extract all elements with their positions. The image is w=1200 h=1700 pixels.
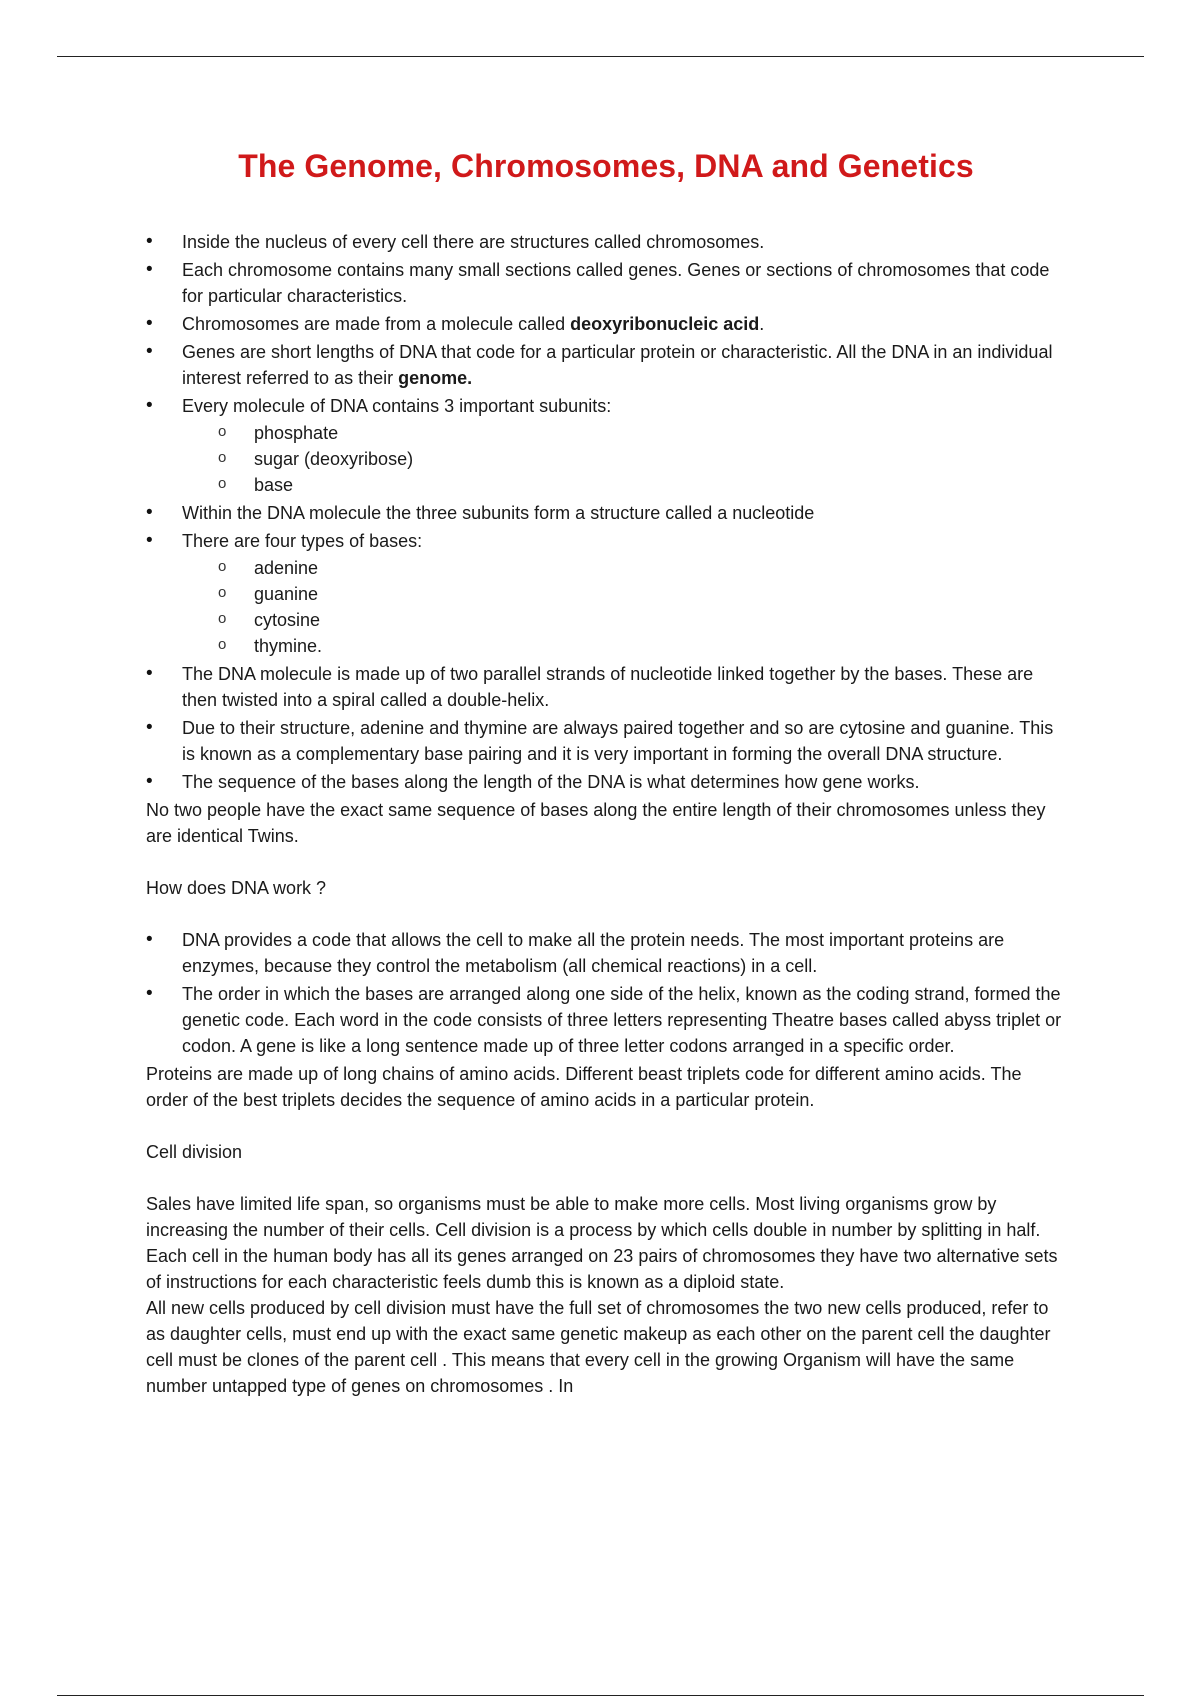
bullet-list-dna — [146, 229, 1066, 795]
sub-list-item: o cytosine — [182, 607, 1066, 633]
subunit-list — [182, 420, 1066, 498]
sub-list-item: o adenine — [182, 555, 1066, 581]
paragraph: Sales have limited life span, so organisms must be able to make more cells. Most living organisms grow by increasing the number of their cells. Cell division is a process by which cells double in number by splitting in half. — [146, 1194, 1041, 1240]
list-item: • Every molecule of DNA contains 3 important subunits: o phosphate o sugar (deoxyribose) o base — [146, 393, 1066, 498]
list-item: • The DNA molecule is made up of two parallel strands of nucleotide linked together by the bases. These are then twisted into a spiral called a double-helix. — [146, 661, 1066, 713]
top-rule — [57, 56, 1144, 57]
section-heading: Cell division — [146, 1142, 243, 1162]
list-item: • Due to their structure, adenine and thymine are always paired together and so are cytosine and guanine. This is known as a complementary base pairing and it is very important in forming the overall DNA structure. — [146, 715, 1066, 767]
sub-list-item: o sugar (deoxyribose) — [182, 446, 1066, 472]
list-item: • Inside the nucleus of every cell there are structures called chromosomes. — [146, 229, 1066, 255]
paragraph: Proteins are made up of long chains of amino acids. Different beast triplets code for different amino acids. The order of the best triplets decides the sequence of amino acids in a particular protein. — [146, 1064, 1022, 1110]
bold-term: deoxyribonucleic acid — [570, 314, 760, 334]
bottom-rule — [57, 1695, 1144, 1696]
section-heading: How does DNA work ? — [146, 878, 327, 898]
list-item: • There are four types of bases: o adenine o guanine o cytosine o thymine. — [146, 528, 1066, 659]
sub-list-item: o guanine — [182, 581, 1066, 607]
list-item: • The order in which the bases are arranged along one side of the helix, known as the coding strand, formed the genetic code. Each word in the code consists of three letters representing Theatre bases called abyss triplet or codon. A gene is like a long sentence made up of three letter codons arranged in a specific order. — [146, 981, 1066, 1059]
list-item: • Genes are short lengths of DNA that code for a particular protein or characteristic. All the DNA in an individual interest referred to as their genome. — [146, 339, 1066, 391]
bold-term: genome. — [398, 368, 473, 388]
paragraph: All new cells produced by cell division must have the full set of chromosomes the two new cells produced, refer to as daughter cells, must end up with the exact same genetic makeup as each other on the parent cell the daughter cell must be clones of the parent cell . This means that every cell in the growing Organism will have the same number untapped type of genes on chromosomes . In — [146, 1298, 1051, 1396]
paragraph: No two people have the exact same sequence of bases along the entire length of their chromosomes unless they are identical Twins. — [146, 800, 1046, 846]
list-item: • Within the DNA molecule the three subunits form a structure called a nucleotide — [146, 500, 1066, 526]
document-title: The Genome, Chromosomes, DNA and Genetics — [238, 148, 974, 184]
paragraph: Each cell in the human body has all its genes arranged on 23 pairs of chromosomes they have two alternative sets of instructions for each characteristic feels dumb this is known as a diploid state. — [146, 1246, 1058, 1292]
bases-list — [182, 555, 1066, 659]
sub-list-item: o thymine. — [182, 633, 1066, 659]
list-item: • The sequence of the bases along the length of the DNA is what determines how gene works. — [146, 769, 1066, 795]
list-item: • Each chromosome contains many small sections called genes. Genes or sections of chromosomes that code for particular characteristics. — [146, 257, 1066, 309]
list-item: • Chromosomes are made from a molecule called deoxyribonucleic acid. — [146, 311, 1066, 337]
sub-list-item: o base — [182, 472, 1066, 498]
bullet-list-dna-work — [146, 927, 1066, 1059]
document-body — [146, 148, 1066, 1399]
sub-list-item: o phosphate — [182, 420, 1066, 446]
list-item: • DNA provides a code that allows the cell to make all the protein needs. The most important proteins are enzymes, because they control the metabolism (all chemical reactions) in a cell. — [146, 927, 1066, 979]
